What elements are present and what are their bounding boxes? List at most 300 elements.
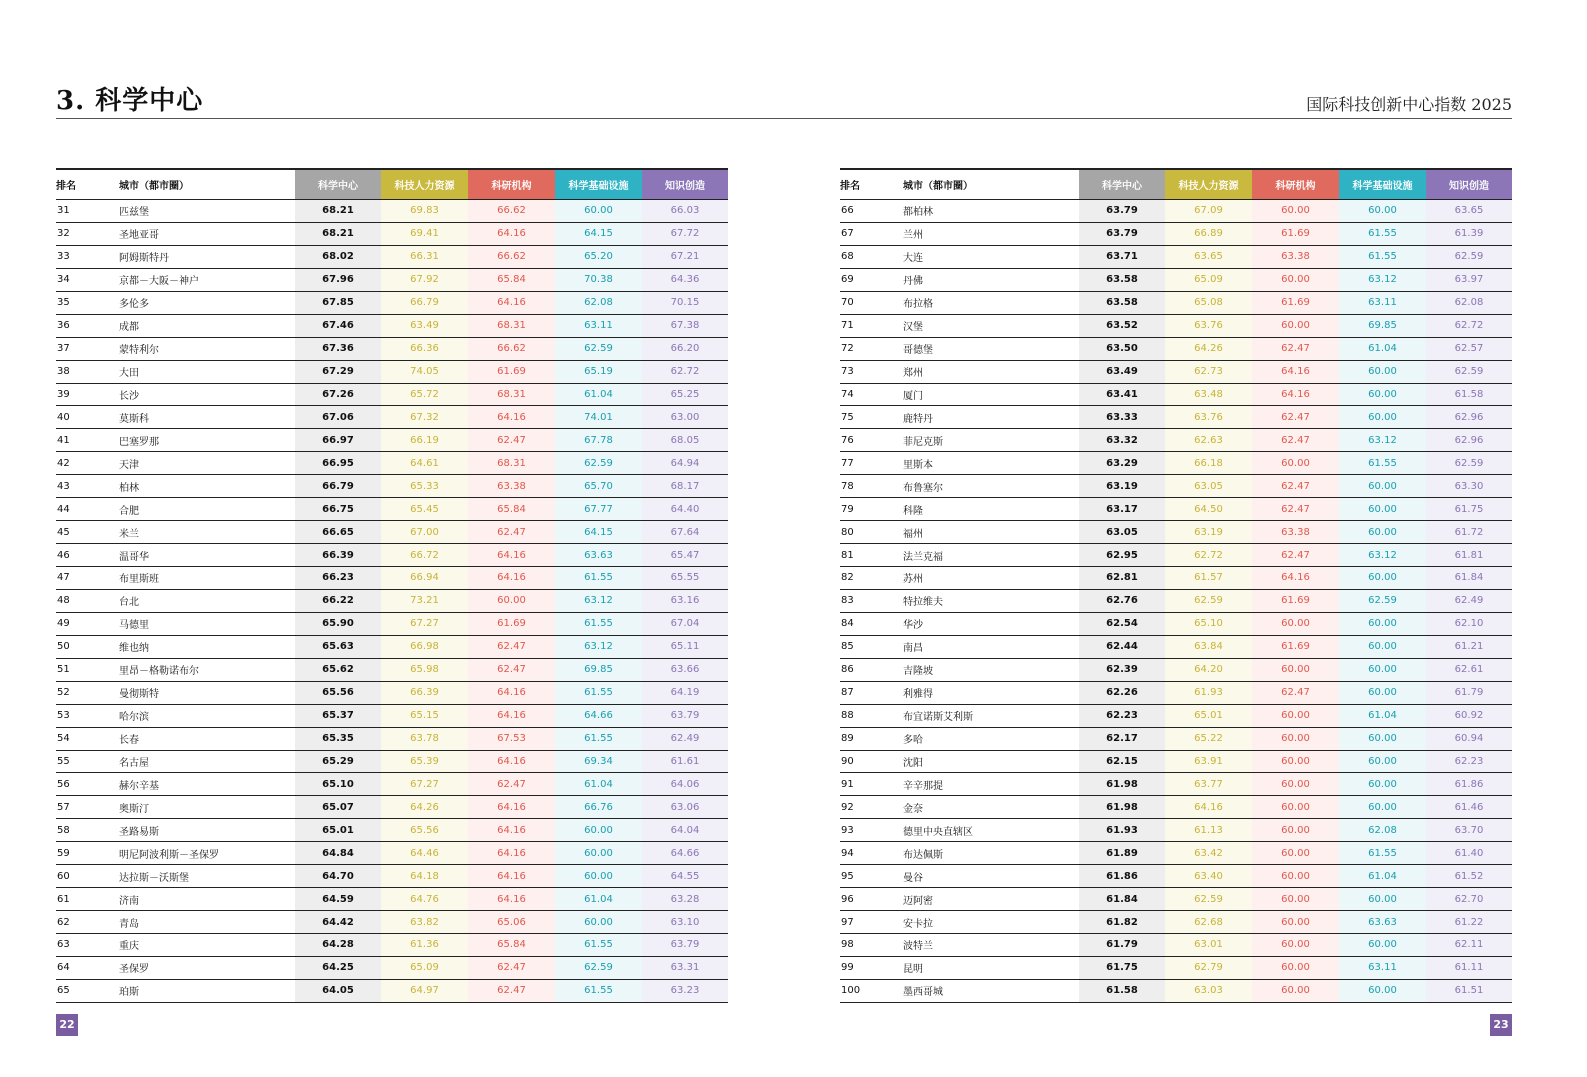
ranking-table-right [840,168,1512,1003]
infrastructure-cell: 69.34 [555,750,642,773]
knowledge-cell: 62.49 [1426,589,1512,612]
score-cell: 65.10 [295,773,381,796]
table-row [56,314,728,337]
city-cell: 明尼阿波利斯－圣保罗 [119,842,295,865]
city-cell: 成都 [119,314,295,337]
city-cell: 奥斯汀 [119,796,295,819]
talent-cell: 63.76 [1165,314,1252,337]
institutions-cell: 64.16 [468,544,555,567]
table-row [840,429,1512,452]
talent-cell: 63.49 [381,314,468,337]
infrastructure-cell: 60.00 [1339,750,1426,773]
score-cell: 64.70 [295,865,381,888]
talent-cell: 62.73 [1165,360,1252,383]
infrastructure-cell: 60.00 [1339,888,1426,911]
table-row [56,934,728,957]
institutions-cell: 62.47 [1252,498,1339,521]
city-cell: 巴塞罗那 [119,429,295,452]
rank-cell: 58 [56,819,119,842]
rank-cell: 91 [840,773,903,796]
table-row [56,498,728,521]
rank-cell: 42 [56,452,119,475]
institutions-cell: 62.47 [468,956,555,979]
institutions-cell: 67.53 [468,727,555,750]
knowledge-cell: 66.03 [642,200,728,223]
page-number-left: 22 [56,1014,78,1036]
score-cell: 63.52 [1079,314,1165,337]
city-cell: 阿姆斯特丹 [119,245,295,268]
institutions-cell: 60.00 [1252,819,1339,842]
knowledge-cell: 61.52 [1426,865,1512,888]
rank-cell: 79 [840,498,903,521]
talent-cell: 65.39 [381,750,468,773]
infrastructure-cell: 60.00 [1339,383,1426,406]
infrastructure-cell: 62.59 [555,956,642,979]
talent-cell: 69.41 [381,222,468,245]
infrastructure-cell: 74.01 [555,406,642,429]
institutions-cell: 60.00 [1252,842,1339,865]
city-cell: 曼谷 [903,865,1079,888]
institutions-cell: 60.00 [1252,979,1339,1002]
infrastructure-cell: 67.78 [555,429,642,452]
rank-cell: 94 [840,842,903,865]
city-cell: 赫尔辛基 [119,773,295,796]
institutions-cell: 61.69 [1252,589,1339,612]
rank-cell: 47 [56,567,119,590]
rank-cell: 61 [56,888,119,911]
rank-cell: 82 [840,567,903,590]
rank-cell: 44 [56,498,119,521]
table-row [840,337,1512,360]
rank-cell: 86 [840,658,903,681]
institutions-cell: 64.16 [1252,567,1339,590]
city-cell: 布达佩斯 [903,842,1079,865]
institutions-cell: 68.31 [468,314,555,337]
rank-cell: 41 [56,429,119,452]
city-cell: 圣路易斯 [119,819,295,842]
rank-cell: 85 [840,635,903,658]
document-title: 国际科技创新中心指数 2025 [1306,95,1512,114]
city-cell: 波特兰 [903,934,1079,957]
knowledge-cell: 64.94 [642,452,728,475]
knowledge-cell: 62.72 [1426,314,1512,337]
table-row [840,681,1512,704]
talent-cell: 66.72 [381,544,468,567]
infrastructure-cell: 60.00 [1339,200,1426,223]
knowledge-cell: 62.23 [1426,750,1512,773]
infrastructure-cell: 70.38 [555,268,642,291]
infrastructure-cell: 61.55 [555,727,642,750]
table-row [840,773,1512,796]
institutions-cell: 60.00 [1252,727,1339,750]
city-cell: 沈阳 [903,750,1079,773]
infrastructure-cell: 64.66 [555,704,642,727]
score-cell: 62.26 [1079,681,1165,704]
infrastructure-cell: 64.15 [555,222,642,245]
institutions-cell: 60.00 [1252,911,1339,934]
rank-cell: 90 [840,750,903,773]
table-row [840,567,1512,590]
talent-cell: 62.79 [1165,956,1252,979]
table-row [56,750,728,773]
talent-cell: 65.09 [381,956,468,979]
talent-cell: 63.05 [1165,475,1252,498]
rank-cell: 77 [840,452,903,475]
institutions-cell: 64.16 [468,681,555,704]
city-cell: 鹿特丹 [903,406,1079,429]
institutions-cell: 60.00 [1252,773,1339,796]
infrastructure-cell: 69.85 [555,658,642,681]
talent-cell: 67.92 [381,268,468,291]
rank-cell: 54 [56,727,119,750]
talent-cell: 65.33 [381,475,468,498]
knowledge-cell: 60.94 [1426,727,1512,750]
knowledge-cell: 61.22 [1426,911,1512,934]
col-rank-header: 排名 [56,169,119,200]
institutions-cell: 61.69 [468,612,555,635]
knowledge-cell: 61.81 [1426,544,1512,567]
table-row [56,475,728,498]
page-number-right: 23 [1490,1014,1512,1036]
table-row [56,200,728,223]
institutions-cell: 64.16 [468,796,555,819]
talent-cell: 66.89 [1165,222,1252,245]
score-cell: 62.95 [1079,544,1165,567]
rank-cell: 35 [56,291,119,314]
score-cell: 64.25 [295,956,381,979]
institutions-cell: 62.47 [468,773,555,796]
table-row [56,337,728,360]
infrastructure-cell: 60.00 [1339,521,1426,544]
score-cell: 61.93 [1079,819,1165,842]
infrastructure-cell: 60.00 [1339,934,1426,957]
table-row [56,567,728,590]
infrastructure-cell: 61.55 [555,567,642,590]
score-cell: 64.42 [295,911,381,934]
knowledge-cell: 67.21 [642,245,728,268]
talent-cell: 66.36 [381,337,468,360]
score-cell: 67.36 [295,337,381,360]
col-institutions-header: 科研机构 [1252,169,1339,200]
city-cell: 德里中央直辖区 [903,819,1079,842]
table-row [840,406,1512,429]
knowledge-cell: 63.28 [642,888,728,911]
score-cell: 61.75 [1079,956,1165,979]
rank-cell: 39 [56,383,119,406]
talent-cell: 63.82 [381,911,468,934]
rank-cell: 92 [840,796,903,819]
rank-cell: 65 [56,979,119,1002]
table-row [840,222,1512,245]
rank-cell: 60 [56,865,119,888]
score-cell: 67.26 [295,383,381,406]
knowledge-cell: 62.96 [1426,406,1512,429]
score-cell: 65.63 [295,635,381,658]
talent-cell: 65.01 [1165,704,1252,727]
table-row [56,635,728,658]
rank-cell: 46 [56,544,119,567]
talent-cell: 61.13 [1165,819,1252,842]
table-row [840,635,1512,658]
knowledge-cell: 64.55 [642,865,728,888]
infrastructure-cell: 63.12 [555,635,642,658]
city-cell: 里昂－格勒诺布尔 [119,658,295,681]
infrastructure-cell: 65.20 [555,245,642,268]
score-cell: 62.15 [1079,750,1165,773]
infrastructure-cell: 63.11 [1339,956,1426,979]
ranking-table-left [56,168,728,1003]
rank-cell: 89 [840,727,903,750]
city-cell: 合肥 [119,498,295,521]
institutions-cell: 62.47 [468,635,555,658]
section-title: 3. 科学中心 [56,86,204,116]
knowledge-cell: 66.20 [642,337,728,360]
rank-cell: 56 [56,773,119,796]
talent-cell: 65.45 [381,498,468,521]
table-row [840,865,1512,888]
score-cell: 61.89 [1079,842,1165,865]
institutions-cell: 60.00 [1252,452,1339,475]
table-row [840,956,1512,979]
score-cell: 62.81 [1079,567,1165,590]
talent-cell: 65.98 [381,658,468,681]
talent-cell: 64.50 [1165,498,1252,521]
knowledge-cell: 62.57 [1426,337,1512,360]
table-row [56,911,728,934]
score-cell: 63.79 [1079,222,1165,245]
talent-cell: 63.48 [1165,383,1252,406]
score-cell: 61.98 [1079,796,1165,819]
infrastructure-cell: 61.55 [1339,245,1426,268]
knowledge-cell: 65.55 [642,567,728,590]
city-cell: 曼彻斯特 [119,681,295,704]
score-cell: 65.35 [295,727,381,750]
talent-cell: 67.27 [381,773,468,796]
table-row [56,521,728,544]
score-cell: 61.84 [1079,888,1165,911]
rank-cell: 33 [56,245,119,268]
institutions-cell: 60.00 [1252,888,1339,911]
talent-cell: 63.42 [1165,842,1252,865]
infrastructure-cell: 60.00 [1339,612,1426,635]
infrastructure-cell: 61.04 [555,773,642,796]
talent-cell: 63.77 [1165,773,1252,796]
institutions-cell: 60.00 [1252,314,1339,337]
table-row [56,360,728,383]
knowledge-cell: 62.70 [1426,888,1512,911]
knowledge-cell: 63.70 [1426,819,1512,842]
score-cell: 64.84 [295,842,381,865]
talent-cell: 64.76 [381,888,468,911]
institutions-cell: 62.47 [1252,681,1339,704]
rank-cell: 68 [840,245,903,268]
talent-cell: 73.21 [381,589,468,612]
city-cell: 丹佛 [903,268,1079,291]
talent-cell: 64.97 [381,979,468,1002]
infrastructure-cell: 63.11 [555,314,642,337]
rank-cell: 78 [840,475,903,498]
score-cell: 62.23 [1079,704,1165,727]
talent-cell: 65.56 [381,819,468,842]
col-infrastructure-header: 科学基础设施 [1339,169,1426,200]
score-cell: 66.95 [295,452,381,475]
col-score-header: 科学中心 [1079,169,1165,200]
knowledge-cell: 63.97 [1426,268,1512,291]
score-cell: 65.56 [295,681,381,704]
infrastructure-cell: 61.04 [555,888,642,911]
infrastructure-cell: 62.59 [555,337,642,360]
talent-cell: 67.09 [1165,200,1252,223]
header-divider [56,118,1512,119]
infrastructure-cell: 60.00 [1339,979,1426,1002]
institutions-cell: 60.00 [1252,750,1339,773]
talent-cell: 62.63 [1165,429,1252,452]
infrastructure-cell: 62.08 [1339,819,1426,842]
score-cell: 66.97 [295,429,381,452]
talent-cell: 66.39 [381,681,468,704]
institutions-cell: 60.00 [1252,612,1339,635]
score-cell: 62.17 [1079,727,1165,750]
talent-cell: 62.59 [1165,888,1252,911]
talent-cell: 64.20 [1165,658,1252,681]
city-cell: 京都－大阪－神户 [119,268,295,291]
talent-cell: 65.15 [381,704,468,727]
knowledge-cell: 63.16 [642,589,728,612]
table-row [56,245,728,268]
city-cell: 大田 [119,360,295,383]
city-cell: 莫斯科 [119,406,295,429]
infrastructure-cell: 64.15 [555,521,642,544]
rank-cell: 84 [840,612,903,635]
table-row [840,979,1512,1002]
knowledge-cell: 61.84 [1426,567,1512,590]
score-cell: 66.39 [295,544,381,567]
institutions-cell: 64.16 [468,222,555,245]
rank-cell: 45 [56,521,119,544]
talent-cell: 66.18 [1165,452,1252,475]
rank-cell: 81 [840,544,903,567]
infrastructure-cell: 63.63 [555,544,642,567]
city-cell: 圣地亚哥 [119,222,295,245]
talent-cell: 63.91 [1165,750,1252,773]
city-cell: 多哈 [903,727,1079,750]
score-cell: 63.17 [1079,498,1165,521]
city-cell: 济南 [119,888,295,911]
knowledge-cell: 62.10 [1426,612,1512,635]
table-row [56,406,728,429]
talent-cell: 62.72 [1165,544,1252,567]
city-cell: 福州 [903,521,1079,544]
table-row [56,865,728,888]
score-cell: 68.02 [295,245,381,268]
rank-cell: 48 [56,589,119,612]
city-cell: 布拉格 [903,291,1079,314]
talent-cell: 64.61 [381,452,468,475]
talent-cell: 62.59 [1165,589,1252,612]
knowledge-cell: 64.36 [642,268,728,291]
score-cell: 61.86 [1079,865,1165,888]
institutions-cell: 61.69 [1252,291,1339,314]
talent-cell: 63.84 [1165,635,1252,658]
city-cell: 蒙特利尔 [119,337,295,360]
city-cell: 迈阿密 [903,888,1079,911]
score-cell: 66.22 [295,589,381,612]
institutions-cell: 60.00 [1252,796,1339,819]
table-row [56,681,728,704]
score-cell: 67.96 [295,268,381,291]
infrastructure-cell: 60.00 [1339,681,1426,704]
talent-cell: 65.08 [1165,291,1252,314]
city-cell: 马德里 [119,612,295,635]
knowledge-cell: 61.40 [1426,842,1512,865]
institutions-cell: 65.84 [468,934,555,957]
score-cell: 64.59 [295,888,381,911]
talent-cell: 65.72 [381,383,468,406]
infrastructure-cell: 61.55 [555,612,642,635]
score-cell: 63.19 [1079,475,1165,498]
table-row [56,979,728,1002]
col-talent-header: 科技人力资源 [381,169,468,200]
city-cell: 金奈 [903,796,1079,819]
rank-cell: 80 [840,521,903,544]
score-cell: 62.39 [1079,658,1165,681]
rank-cell: 69 [840,268,903,291]
institutions-cell: 63.38 [1252,521,1339,544]
city-cell: 达拉斯－沃斯堡 [119,865,295,888]
institutions-cell: 60.00 [1252,956,1339,979]
city-cell: 安卡拉 [903,911,1079,934]
talent-cell: 63.65 [1165,245,1252,268]
talent-cell: 66.79 [381,291,468,314]
institutions-cell: 64.16 [468,819,555,842]
knowledge-cell: 64.06 [642,773,728,796]
knowledge-cell: 65.47 [642,544,728,567]
rank-cell: 36 [56,314,119,337]
rank-cell: 95 [840,865,903,888]
rank-cell: 97 [840,911,903,934]
table-row [840,589,1512,612]
city-cell: 吉隆坡 [903,658,1079,681]
city-cell: 圣保罗 [119,956,295,979]
knowledge-cell: 68.05 [642,429,728,452]
infrastructure-cell: 61.04 [1339,337,1426,360]
institutions-cell: 60.00 [1252,704,1339,727]
rank-cell: 66 [840,200,903,223]
city-cell: 华沙 [903,612,1079,635]
table-row [840,727,1512,750]
score-cell: 62.54 [1079,612,1165,635]
city-cell: 维也纳 [119,635,295,658]
knowledge-cell: 64.04 [642,819,728,842]
table-row [56,612,728,635]
city-cell: 哈尔滨 [119,704,295,727]
score-cell: 61.82 [1079,911,1165,934]
knowledge-cell: 63.31 [642,956,728,979]
score-cell: 67.85 [295,291,381,314]
city-cell: 多伦多 [119,291,295,314]
rank-cell: 31 [56,200,119,223]
score-cell: 64.28 [295,934,381,957]
talent-cell: 63.03 [1165,979,1252,1002]
institutions-cell: 65.84 [468,268,555,291]
col-city-header: 城市（都市圈） [903,169,1079,200]
infrastructure-cell: 60.00 [555,200,642,223]
rank-cell: 51 [56,658,119,681]
institutions-cell: 64.16 [468,750,555,773]
col-city-header: 城市（都市圈） [119,169,295,200]
city-cell: 都柏林 [903,200,1079,223]
score-cell: 63.32 [1079,429,1165,452]
